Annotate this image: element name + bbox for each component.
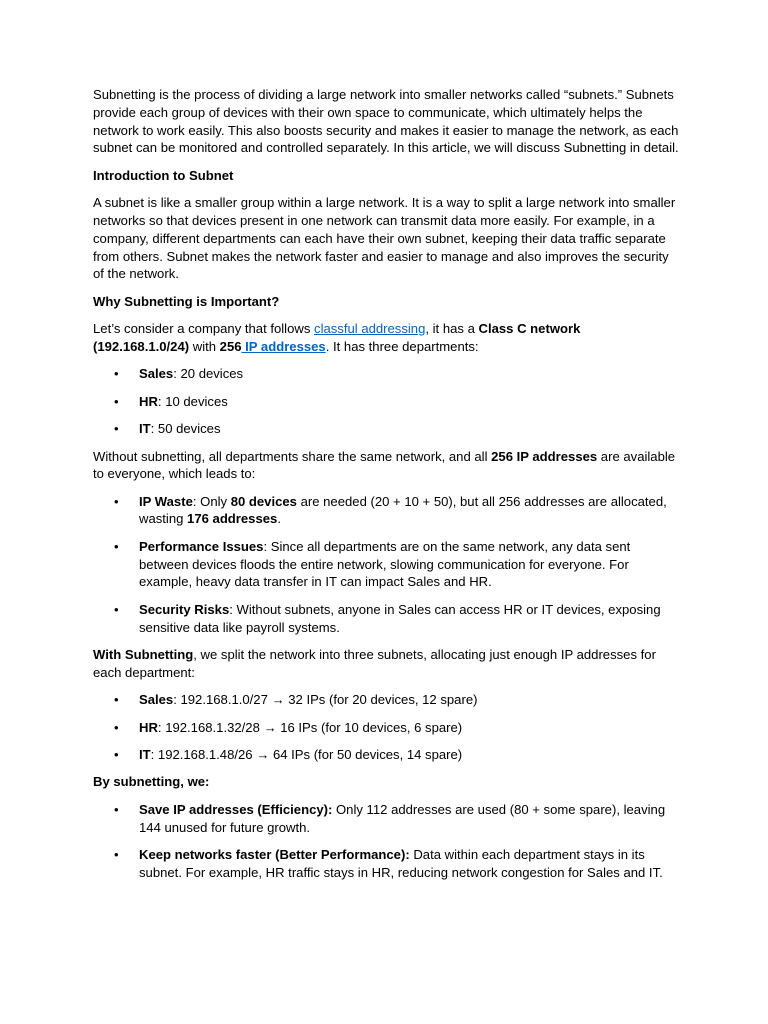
text-run: : Only: [192, 493, 231, 509]
departments-list: [93, 365, 679, 438]
issue-name: IP Waste: [139, 493, 193, 509]
issues-list: [93, 493, 679, 637]
heading-text: Why Subnetting is Important?: [93, 293, 280, 309]
benefit-name: Keep networks faster (Better Performance):: [139, 846, 410, 862]
list-item: [93, 365, 679, 383]
intro-paragraph: Subnetting is the process of dividing a large network into smaller networks called “subnets.” Subnets provide each group of devices with their own space to communicate, which ultimately helps the network to work easily. This also boosts security and makes it easier to manage the network, as each subnet can be monitored and controlled separately. In this article, we will discuss Subnetting in detail.: [93, 87, 679, 156]
list-item: [93, 420, 679, 438]
department-name: HR: [139, 393, 158, 409]
text-run: Without subnetting, all departments share the same network, and all: [93, 448, 492, 464]
department-devices: : 10 devices: [157, 393, 228, 409]
department-devices: : 20 devices: [173, 366, 244, 382]
list-item: [93, 719, 679, 737]
bullet: •: [114, 366, 119, 382]
text-run: .: [277, 511, 281, 527]
device-count-text: 80 devices: [230, 493, 297, 509]
issue-description: : Since all departments are on the same network, any data sent between devices floods the entire network, slowing communication for everyone. For example, heavy data transfer in IT can impact Sales and HR.: [139, 538, 631, 590]
issue-name: Security Risks: [139, 601, 230, 617]
subnet-description: : 192.168.1.48/26 → 64 IPs (for 50 devices, 14 spare): [150, 747, 463, 763]
wasted-count-text: 176 addresses: [187, 511, 278, 527]
heading-text: Introduction to Subnet: [93, 167, 234, 183]
subnet-description: : 192.168.1.0/27 → 32 IPs (for 20 devices, 12 spare): [173, 692, 478, 708]
text-run: are available to everyone, which leads to:: [93, 448, 676, 482]
by-subnetting-paragraph: [93, 773, 679, 791]
issue-description: : Without subnets, anyone in Sales can access HR or IT devices, exposing sensitive data like payroll systems.: [139, 601, 661, 635]
text-run: Let’s consider a company that follows: [93, 321, 315, 337]
subnet-description: : 192.168.1.32/28 → 16 IPs (for 10 devices, 6 spare): [157, 719, 463, 735]
text-run: . It has three departments:: [325, 338, 479, 354]
without-subnetting-paragraph: [93, 448, 679, 484]
benefit-name: Save IP addresses (Efficiency):: [139, 801, 333, 817]
by-subnetting-text: By subnetting, we:: [93, 774, 210, 790]
classful-addressing-link[interactable]: classful addressing: [314, 321, 426, 337]
text-run: are needed (20 + 10 + 50), but all 256 addresses are allocated, wasting: [139, 493, 667, 527]
section-heading-introduction: [93, 167, 679, 185]
class-c-network-text: Class C network (192.168.1.0/24): [93, 321, 581, 354]
address-count-text: 256: [219, 338, 242, 354]
with-subnetting-paragraph: [93, 646, 679, 682]
text-run: , it has a: [425, 321, 479, 337]
bullet: •: [114, 719, 119, 735]
text-run: , we split the network into three subnets, allocating just enough IP addresses for each department:: [93, 647, 656, 680]
subnet-name: IT: [139, 747, 151, 763]
with-subnetting-text: With Subnetting: [93, 647, 194, 663]
bullet: •: [114, 493, 119, 509]
list-item: [93, 601, 679, 637]
bullet: •: [114, 747, 119, 763]
subnet-name: HR: [139, 719, 158, 735]
list-item: [93, 393, 679, 411]
benefit-description: Data within each department stays in its subnet. For example, HR traffic stays in HR, reducing network congestion for Sales and IT.: [139, 846, 663, 880]
list-item: [93, 746, 679, 764]
bullet: •: [114, 421, 119, 437]
list-item: [93, 801, 679, 837]
issue-name: Performance Issues: [139, 538, 264, 554]
list-item: [93, 691, 679, 709]
document-body: [93, 86, 679, 891]
ip-count-text: 256 IP addresses: [491, 448, 598, 464]
subnet-name: Sales: [139, 692, 174, 708]
company-example-paragraph: [93, 320, 679, 356]
section-heading-importance: [93, 293, 679, 311]
bullet: •: [114, 692, 119, 708]
list-item: [93, 846, 679, 882]
bullet: •: [114, 801, 119, 817]
bullet: •: [114, 393, 119, 409]
bullet: •: [114, 846, 119, 862]
text-run: with: [189, 338, 220, 354]
benefit-description: Only 112 addresses are used (80 + some spare), leaving 144 unused for future growth.: [139, 801, 666, 835]
bullet: •: [114, 538, 119, 554]
department-devices: : 50 devices: [150, 421, 221, 437]
department-name: IT: [139, 421, 151, 437]
subnet-definition-paragraph: A subnet is like a smaller group within a large network. It is a way to split a large network into smaller networks so that devices present in one network can transmit data more easily. For example, in a company, different departments can each have their own subnet, keeping their data traffic separate from others. Subnet makes the network faster and easier to manage and also improves the security of the network.: [93, 195, 676, 282]
ip-addresses-link[interactable]: IP addresses: [241, 338, 326, 354]
department-name: Sales: [139, 366, 174, 382]
list-item: [93, 493, 679, 529]
bullet: •: [114, 601, 119, 617]
list-item: [93, 538, 679, 591]
subnets-list: [93, 691, 679, 764]
benefits-list: [93, 801, 679, 882]
